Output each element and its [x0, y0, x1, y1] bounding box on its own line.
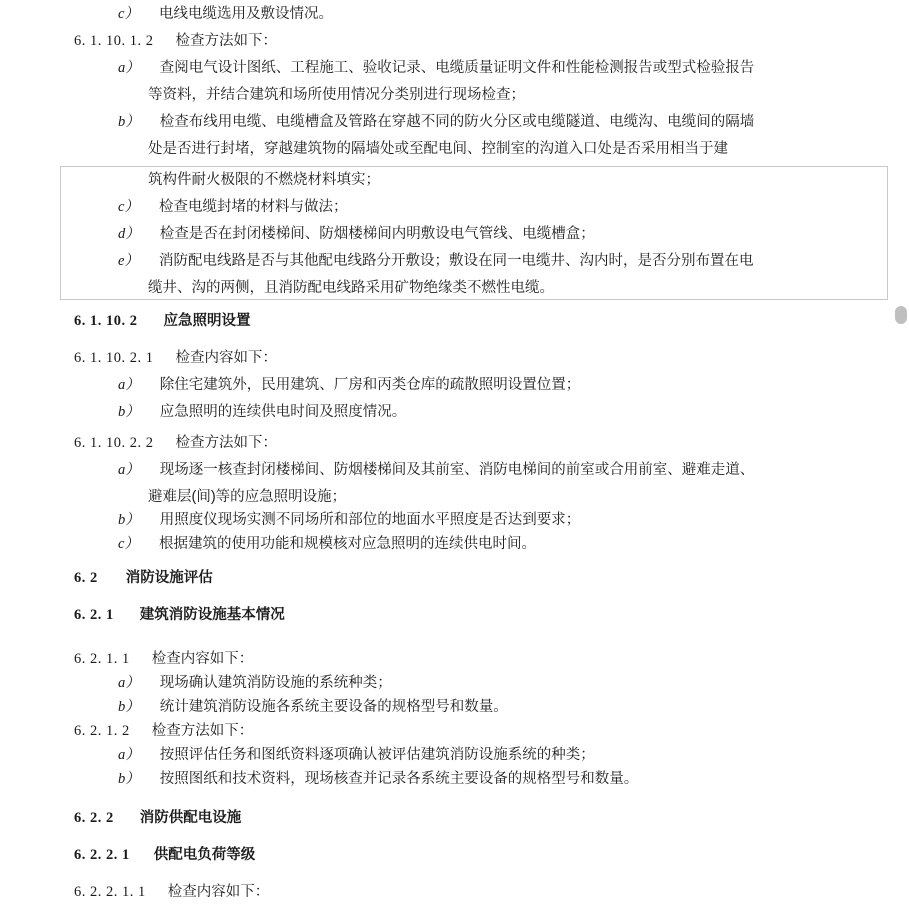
line-text: 处是否进行封堵，穿越建筑物的隔墙处或至配电间、控制室的沟道入口处是否采用相当于建 [148, 141, 728, 157]
section-title: 消防设施评估 [125, 570, 213, 586]
section-heading [74, 808, 241, 828]
list-text: 现场逐一核查封闭楼梯间、防烟楼梯间及其前室、消防电梯间的前室或合用前室、避难走道、 [159, 462, 755, 478]
text-line [148, 139, 728, 159]
clause-text: 检查内容如下： [151, 651, 254, 667]
list-marker: d） [118, 226, 140, 242]
list-item [118, 4, 333, 24]
list-item [118, 224, 595, 244]
clause-heading [74, 649, 253, 669]
clause-text: 检查方法如下： [175, 435, 278, 451]
list-text: 检查是否在封闭楼梯间、防烟楼梯间内明敷设电气管线、电缆槽盒； [159, 226, 595, 242]
list-marker: a） [118, 675, 140, 691]
section-heading [74, 311, 251, 331]
list-item [118, 402, 406, 422]
list-text: 电线电缆选用及敷设情况。 [158, 6, 333, 22]
section-number: 6. 2 [74, 570, 98, 586]
clause-text: 检查内容如下： [167, 884, 270, 900]
list-item [118, 510, 580, 530]
list-marker: c） [118, 199, 139, 215]
list-marker: a） [118, 747, 140, 763]
list-text: 检查电缆封堵的材料与做法； [158, 199, 348, 215]
list-text: 查阅电气设计图纸、工程施工、验收记录、电缆质量证明文件和性能检测报告或型式检验报告 [159, 60, 755, 76]
clause-text: 检查内容如下： [175, 350, 278, 366]
list-text: 应急照明的连续供电时间及照度情况。 [159, 404, 407, 420]
list-item [118, 534, 536, 554]
list-item [118, 375, 580, 395]
list-marker: b） [118, 404, 140, 420]
line-text: 缆井、沟的两侧，且消防配电线路采用矿物绝缘类不燃性电缆。 [148, 280, 554, 296]
list-marker: b） [118, 699, 140, 715]
section-title: 应急照明设置 [163, 313, 251, 329]
text-line [148, 278, 554, 298]
line-text: 避难层(间)等的应急照明设施； [148, 489, 347, 505]
section-number: 6. 2. 1 [74, 607, 114, 623]
list-item [118, 58, 754, 78]
text-line [148, 85, 525, 105]
list-item [118, 197, 347, 217]
clause-number: 6. 1. 10. 2. 1 [74, 350, 154, 366]
list-text: 统计建筑消防设施各系统主要设备的规格型号和数量。 [159, 699, 508, 715]
section-number: 6. 2. 2 [74, 810, 114, 826]
list-item [118, 251, 753, 271]
list-item [118, 112, 754, 132]
clause-text: 检查方法如下： [151, 723, 254, 739]
clause-heading [74, 882, 269, 902]
clause-heading [74, 721, 253, 741]
list-marker: b） [118, 771, 140, 787]
text-line [148, 487, 346, 507]
list-marker: c） [118, 536, 139, 552]
list-item [118, 460, 754, 480]
list-text: 现场确认建筑消防设施的系统种类； [159, 675, 392, 691]
list-text: 用照度仪现场实测不同场所和部位的地面水平照度是否达到要求； [159, 512, 581, 528]
list-item [118, 697, 508, 717]
line-text: 筑构件耐火极限的不燃烧材料填实； [148, 172, 380, 188]
list-text: 按照评估任务和图纸资料逐项确认被评估建筑消防设施系统的种类； [159, 747, 595, 763]
clause-heading [74, 31, 277, 51]
list-marker: e） [118, 253, 139, 269]
clause-number: 6. 2. 2. 1. 1 [74, 884, 146, 900]
section-number: 6. 1. 10. 2 [74, 313, 138, 329]
section-heading [74, 568, 213, 588]
section-title: 消防供配电设施 [139, 810, 242, 826]
section-heading [74, 845, 255, 865]
vertical-scrollbar-thumb[interactable] [895, 306, 907, 324]
list-text: 除住宅建筑外，民用建筑、厂房和丙类仓库的疏散照明设置位置； [159, 377, 581, 393]
clause-text: 检查方法如下： [175, 33, 278, 49]
list-item [118, 769, 638, 789]
list-text: 根据建筑的使用功能和规模核对应急照明的连续供电时间。 [158, 536, 536, 552]
section-number: 6. 2. 2. 1 [74, 847, 130, 863]
clause-heading [74, 348, 277, 368]
list-marker: a） [118, 377, 140, 393]
clause-number: 6. 2. 1. 1 [74, 651, 130, 667]
list-text: 按照图纸和技术资料，现场核查并记录各系统主要设备的规格型号和数量。 [159, 771, 639, 787]
list-item [118, 673, 392, 693]
section-title: 供配电负荷等级 [153, 847, 256, 863]
list-text: 检查布线用电缆、电缆槽盒及管路在穿越不同的防火分区或电缆隧道、电缆沟、电缆间的隔墙 [159, 114, 755, 130]
list-marker: b） [118, 512, 140, 528]
clause-number: 6. 1. 10. 2. 2 [74, 435, 154, 451]
list-item [118, 745, 595, 765]
clause-number: 6. 1. 10. 1. 2 [74, 33, 154, 49]
clause-heading [74, 433, 277, 453]
text-line [148, 170, 380, 190]
list-marker: c） [118, 6, 139, 22]
clause-number: 6. 2. 1. 2 [74, 723, 130, 739]
line-text: 等资料，并结合建筑和场所使用情况分类别进行现场检查； [148, 87, 525, 103]
list-marker: a） [118, 462, 140, 478]
list-marker: b） [118, 114, 140, 130]
section-title: 建筑消防设施基本情况 [139, 607, 285, 623]
section-heading [74, 605, 285, 625]
list-marker: a） [118, 60, 140, 76]
list-text: 消防配电线路是否与其他配电线路分开敷设；敷设在同一电缆井、沟内时，是否分别布置在电 [158, 253, 754, 269]
